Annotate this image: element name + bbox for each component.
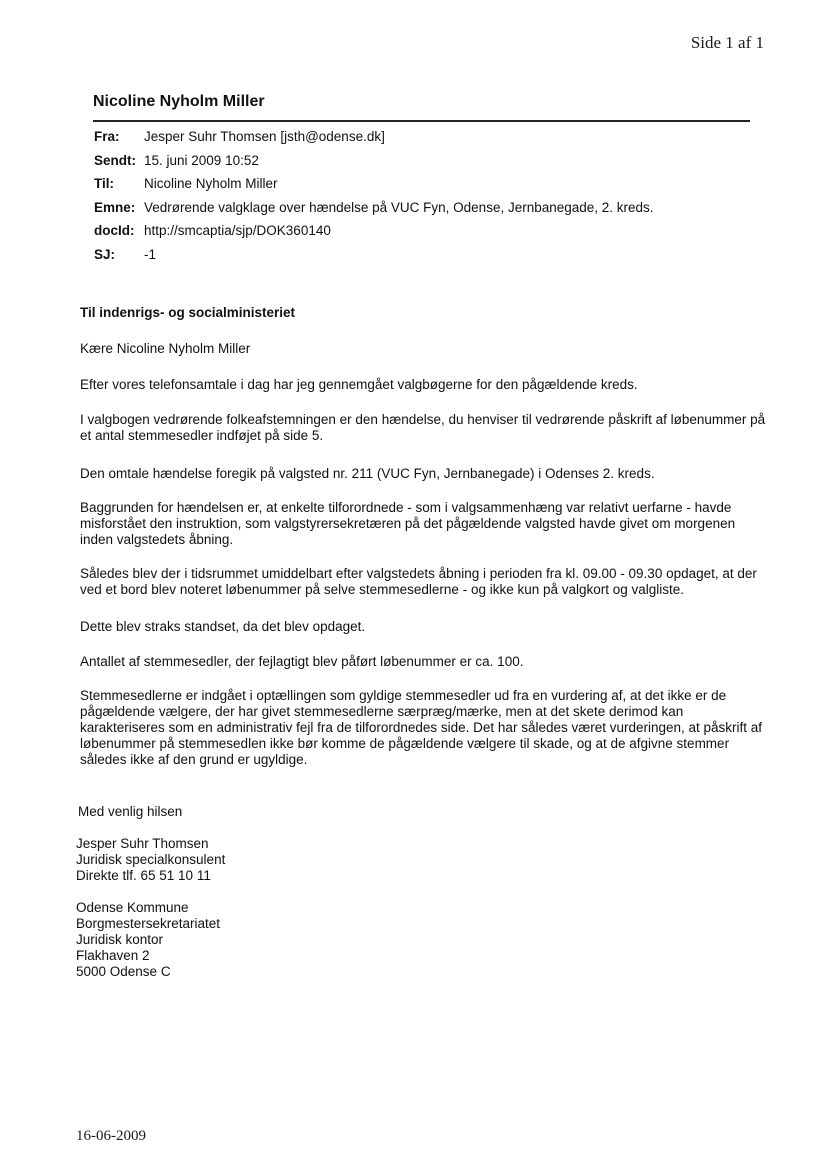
signature-title: Juridisk specialkonsulent [76, 852, 226, 867]
docid-value: http://smcaptia/sjp/DOK360140 [144, 223, 331, 238]
closing: Med venlig hilsen [78, 804, 183, 819]
subject-label: Emne: [94, 199, 136, 215]
header-docid-row [94, 223, 754, 247]
docid-label: docId: [94, 223, 135, 238]
signature-org: Odense Kommune [76, 900, 189, 915]
footer-date: 16-06-2009 [76, 1128, 146, 1144]
sent-value: 15. juni 2009 10:52 [144, 152, 259, 168]
sj-label: SJ: [94, 246, 116, 262]
page-number: Side 1 af 1 [690, 33, 764, 52]
to-value: Nicoline Nyholm Miller [144, 176, 278, 191]
signature-dept: Borgmestersekretariatet [76, 916, 221, 931]
signature-office: Juridisk kontor [76, 932, 164, 947]
paragraph-2: I valgbogen vedrørende folkeafstemningen er den hændelse, du henviser til vedrørende påskrift af løbenummer på et antal stemmesedler indføjet på side 5. [80, 412, 766, 443]
paragraph-7: Antallet af stemmesedler, der fejlagtigt blev påført løbenummer er ca. 100. [80, 654, 524, 669]
header-subject-row [94, 200, 754, 224]
header-sent-row [94, 153, 754, 177]
paragraph-1: Efter vores telefonsamtale i dag har jeg gennemgået valgbøgerne for den pågældende kreds. [80, 377, 638, 392]
to-label: Til: [94, 176, 114, 191]
greeting: Kære Nicoline Nyholm Miller [80, 341, 251, 356]
email-header [94, 129, 754, 270]
letter-heading: Til indenrigs- og socialministeriet [80, 305, 296, 320]
from-label: Fra: [94, 129, 120, 144]
signature-block [76, 836, 225, 980]
paragraph-3: Den omtale hændelse foregik på valgsted nr. 211 (VUC Fyn, Jernbanegade) i Odenses 2. kreds. [80, 466, 655, 481]
paragraph-4: Baggrunden for hændelsen er, at enkelte tilforordnede - som i valgsammenhæng var relativt uerfarne - havde misforstået den instruktion, som valgstyrersekretæren på det pågældende valgsted havde givet om morgenen inden valgstedets åbning. [80, 500, 736, 547]
paragraph-6: Dette blev straks standset, da det blev opdaget. [80, 619, 366, 634]
header-from-row [94, 129, 754, 153]
paragraph-5: Således blev der i tidsrummet umiddelbart efter valgstedets åbning i perioden fra kl. 09.00 - 09.30 opdaget, at der ved et bord blev noteret løbenummer på selve stemmesedlerne - og ikke kun på valgkort og valgliste. [80, 566, 757, 597]
signature-name: Jesper Suhr Thomsen [76, 836, 209, 851]
paragraph-8: Stemmesedlerne er indgået i optællingen som gyldige stemmesedler ud fra en vurdering af, at det ikke er de pågældende vælgere, der har givet stemmesedlerne særpræg/mærke, men at det skete derimod kan karakteriseres som en administrativ fejl fra de tilforordnedes side. Det har således været vurderingen, at påskrift af løbenummer på stemmesedlen ikke bør komme de pågældende vælgere til skade, og at de afgivne stemmer således ikke af den grund er ugyldige. [80, 688, 763, 767]
sj-value: -1 [144, 246, 157, 262]
sent-label: Sendt: [94, 152, 136, 168]
from-value: Jesper Suhr Thomsen [jsth@odense.dk] [144, 129, 385, 144]
header-divider [93, 120, 750, 122]
mailbox-owner-name: Nicoline Nyholm Miller [93, 93, 265, 110]
signature-street: Flakhaven 2 [76, 948, 150, 963]
subject-value: Vedrørende valgklage over hændelse på VUC Fyn, Odense, Jernbanegade, 2. kreds. [144, 199, 654, 215]
signature-city: 5000 Odense C [76, 964, 171, 979]
header-to-row [94, 176, 754, 200]
signature-phone: Direkte tlf. 65 51 10 11 [76, 868, 211, 883]
signature-spacer [76, 884, 225, 900]
header-sj-row [94, 247, 754, 271]
